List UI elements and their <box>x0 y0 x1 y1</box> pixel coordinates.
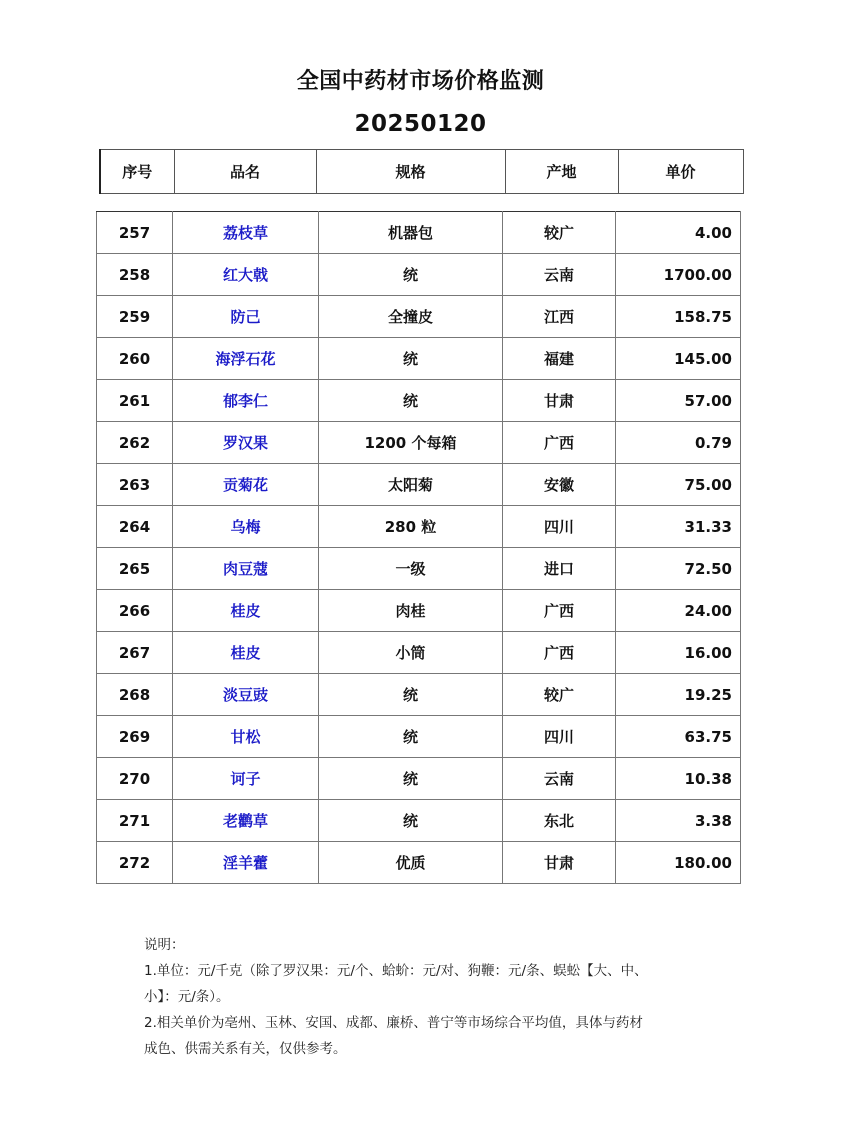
cell-spec: 1200 个每箱 <box>319 422 503 464</box>
cell-name: 海浮石花 <box>173 338 319 380</box>
header-price: 单价 <box>618 150 743 194</box>
cell-name: 淫羊藿 <box>173 842 319 884</box>
header-spec: 规格 <box>316 150 505 194</box>
cell-name: 乌梅 <box>173 506 319 548</box>
cell-name: 荔枝草 <box>173 212 319 254</box>
table-row <box>97 674 741 716</box>
cell-price: 16.00 <box>616 632 741 674</box>
cell-price: 31.33 <box>616 506 741 548</box>
header-serial: 序号 <box>100 150 174 194</box>
cell-serial: 269 <box>97 716 173 758</box>
cell-origin: 较广 <box>503 212 616 254</box>
table-row <box>97 296 741 338</box>
table-row <box>97 380 741 422</box>
cell-serial: 272 <box>97 842 173 884</box>
table-row <box>97 422 741 464</box>
cell-serial: 271 <box>97 800 173 842</box>
cell-name: 桂皮 <box>173 590 319 632</box>
notes-line-1b: 小】：元/条）。 <box>144 989 230 1005</box>
cell-price: 180.00 <box>616 842 741 884</box>
cell-price: 72.50 <box>616 548 741 590</box>
cell-origin: 广西 <box>503 422 616 464</box>
cell-serial: 260 <box>97 338 173 380</box>
cell-origin: 四川 <box>503 506 616 548</box>
cell-spec: 统 <box>319 758 503 800</box>
notes-line-2b: 成色、供需关系有关，仅供参考。 <box>144 1041 347 1057</box>
cell-price: 24.00 <box>616 590 741 632</box>
cell-origin: 江西 <box>503 296 616 338</box>
cell-price: 75.00 <box>616 464 741 506</box>
cell-name: 郁李仁 <box>173 380 319 422</box>
cell-name: 甘松 <box>173 716 319 758</box>
cell-spec: 统 <box>319 674 503 716</box>
cell-name: 贡菊花 <box>173 464 319 506</box>
cell-price: 0.79 <box>616 422 741 464</box>
cell-origin: 四川 <box>503 716 616 758</box>
table-row <box>97 338 741 380</box>
cell-origin: 东北 <box>503 800 616 842</box>
table-row <box>97 716 741 758</box>
table-row <box>97 212 741 254</box>
cell-serial: 259 <box>97 296 173 338</box>
cell-price: 4.00 <box>616 212 741 254</box>
cell-serial: 257 <box>97 212 173 254</box>
report-date: 20250120 <box>354 111 487 137</box>
cell-serial: 266 <box>97 590 173 632</box>
cell-price: 1700.00 <box>616 254 741 296</box>
cell-serial: 270 <box>97 758 173 800</box>
notes-heading: 说明： <box>144 937 185 953</box>
table-row <box>97 800 741 842</box>
cell-spec: 全撞皮 <box>319 296 503 338</box>
cell-price: 10.38 <box>616 758 741 800</box>
page-title: 全国中药材市场价格监测 <box>296 69 545 94</box>
table-row <box>97 506 741 548</box>
cell-spec: 一级 <box>319 548 503 590</box>
cell-spec: 280 粒 <box>319 506 503 548</box>
cell-spec: 统 <box>319 380 503 422</box>
cell-price: 63.75 <box>616 716 741 758</box>
cell-name: 肉豆蔻 <box>173 548 319 590</box>
cell-name: 罗汉果 <box>173 422 319 464</box>
cell-name: 诃子 <box>173 758 319 800</box>
cell-serial: 267 <box>97 632 173 674</box>
cell-name: 老鹳草 <box>173 800 319 842</box>
cell-origin: 云南 <box>503 758 616 800</box>
header-origin: 产地 <box>505 150 618 194</box>
table-row <box>97 758 741 800</box>
price-table <box>96 211 741 884</box>
cell-serial: 264 <box>97 506 173 548</box>
cell-spec: 优质 <box>319 842 503 884</box>
cell-serial: 263 <box>97 464 173 506</box>
cell-spec: 统 <box>319 716 503 758</box>
cell-price: 19.25 <box>616 674 741 716</box>
header-row <box>100 150 743 194</box>
cell-serial: 258 <box>97 254 173 296</box>
cell-spec: 太阳菊 <box>319 464 503 506</box>
cell-origin: 广西 <box>503 590 616 632</box>
notes-line-1a: 1.单位：元/千克（除了罗汉果：元/个、蛤蚧：元/对、狗鞭：元/条、蜈蚣【大、中、 <box>144 963 648 979</box>
table-row <box>97 548 741 590</box>
cell-serial: 261 <box>97 380 173 422</box>
cell-origin: 进口 <box>503 548 616 590</box>
cell-name: 淡豆豉 <box>173 674 319 716</box>
cell-spec: 统 <box>319 254 503 296</box>
table-row <box>97 632 741 674</box>
cell-origin: 安徽 <box>503 464 616 506</box>
cell-serial: 265 <box>97 548 173 590</box>
cell-price: 3.38 <box>616 800 741 842</box>
table-row <box>97 254 741 296</box>
notes-line-2a: 2.相关单价为亳州、玉林、安国、成都、廉桥、普宁等市场综合平均值，具体与药材 <box>144 1015 643 1031</box>
cell-origin: 云南 <box>503 254 616 296</box>
table-header <box>99 149 744 194</box>
cell-spec: 统 <box>319 338 503 380</box>
cell-origin: 广西 <box>503 632 616 674</box>
header-name: 品名 <box>174 150 316 194</box>
cell-origin: 甘肃 <box>503 380 616 422</box>
cell-spec: 机器包 <box>319 212 503 254</box>
cell-name: 红大戟 <box>173 254 319 296</box>
cell-price: 57.00 <box>616 380 741 422</box>
cell-origin: 甘肃 <box>503 842 616 884</box>
cell-spec: 统 <box>319 800 503 842</box>
table-row <box>97 842 741 884</box>
notes-section <box>144 932 704 1062</box>
cell-name: 防己 <box>173 296 319 338</box>
cell-price: 158.75 <box>616 296 741 338</box>
cell-price: 145.00 <box>616 338 741 380</box>
table-row <box>97 590 741 632</box>
cell-origin: 较广 <box>503 674 616 716</box>
cell-serial: 268 <box>97 674 173 716</box>
cell-spec: 小筒 <box>319 632 503 674</box>
cell-name: 桂皮 <box>173 632 319 674</box>
table-row <box>97 464 741 506</box>
cell-spec: 肉桂 <box>319 590 503 632</box>
cell-serial: 262 <box>97 422 173 464</box>
cell-origin: 福建 <box>503 338 616 380</box>
